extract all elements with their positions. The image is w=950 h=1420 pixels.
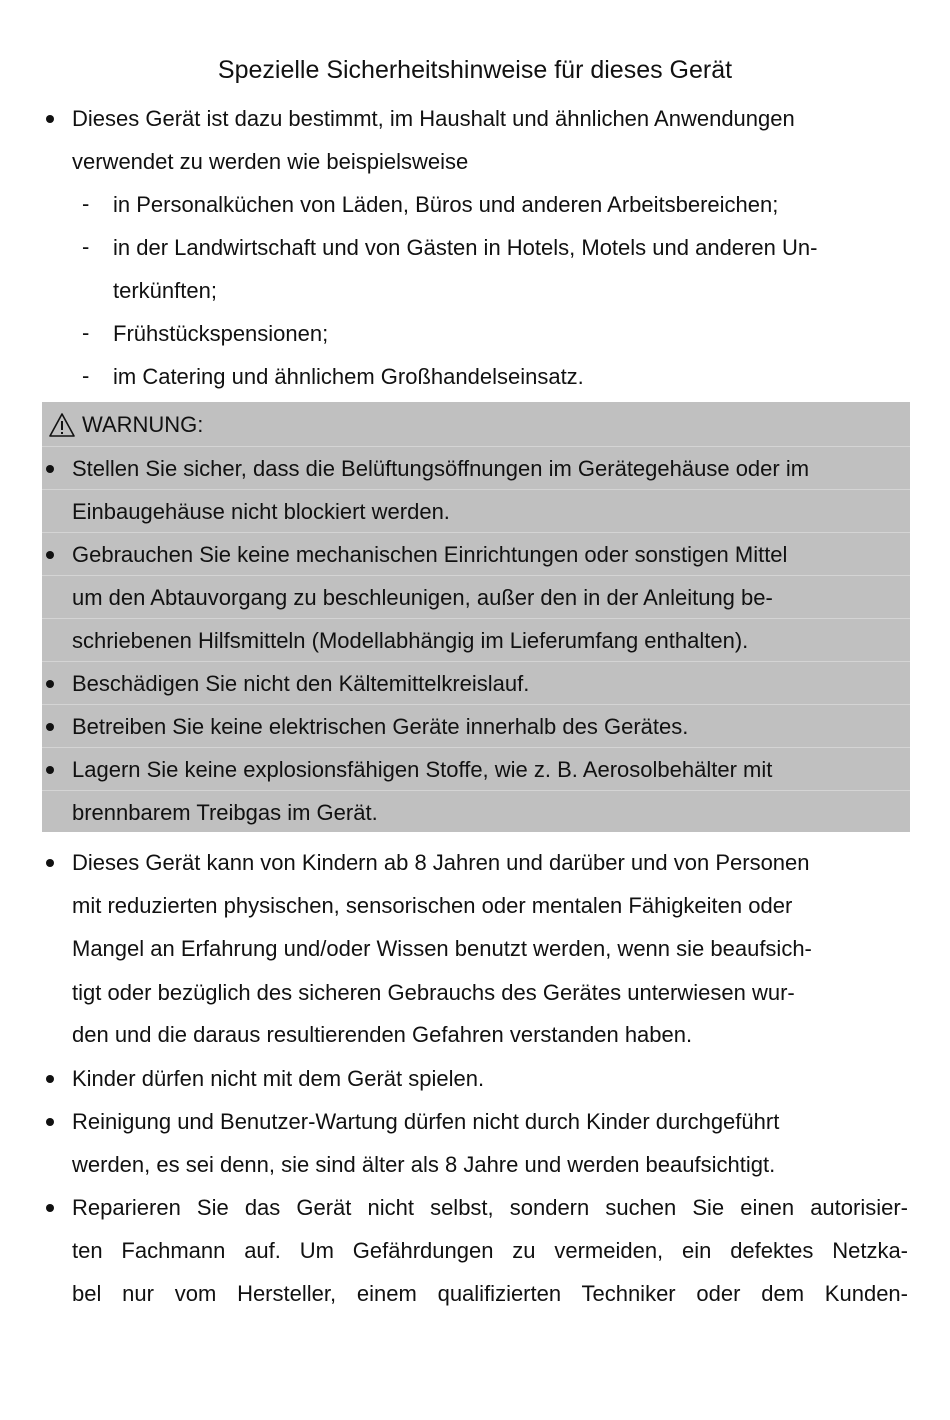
intro-line-2: verwendet zu werden wie beispielsweise (72, 149, 469, 174)
dash-marker: - (82, 191, 90, 216)
warning-line-3: Gebrauchen Sie keine mechanischen Einrichtungen oder sonstigen Mittel (72, 542, 788, 567)
divider (42, 704, 910, 705)
cleaning-line-2: werden, es sei denn, sie sind älter als 8 Jahre und werden beaufsichtigt. (72, 1152, 776, 1177)
bullet (46, 115, 54, 123)
warning-heading (48, 410, 203, 440)
dash-marker: - (82, 234, 90, 259)
text-segment: dürfen nicht durch (397, 1109, 587, 1134)
divider (42, 661, 910, 662)
dash-marker: - (82, 363, 90, 388)
repair-line-1: Reparieren Sie das Gerät nicht selbst, sondern suchen Sie einen autorisier- (72, 1195, 908, 1220)
bullet (46, 859, 54, 867)
warning-triangle-icon (48, 412, 76, 438)
bullet (46, 723, 54, 731)
warning-line-5: schriebenen Hilfsmitteln (Modellabhängig im Lieferumfang enthalten). (72, 628, 749, 653)
emphasis-gebrauch: Gebrauchs des Gerätes (387, 980, 622, 1005)
dash-item-2: in der Landwirtschaft und von Gästen in Hotels, Motels und anderen Un- (113, 235, 818, 260)
divider (42, 446, 910, 447)
text-segment: durchgeführt (649, 1109, 780, 1134)
bullet (46, 766, 54, 774)
emphasis-wartung: Benutzer-Wartung (220, 1109, 398, 1134)
divider (42, 575, 910, 576)
warning-line-4: um den Abtauvorgang zu beschleunigen, außer den in der Anleitung be- (72, 585, 773, 610)
warning-line-9: brennbarem Treibgas im Gerät. (72, 800, 378, 825)
text-segment: ab 8 Jahren und darüber und von Personen (377, 850, 810, 875)
text-segment: Reinigung und (72, 1109, 221, 1134)
divider (42, 618, 910, 619)
warning-line-2: Einbaugehäuse nicht blockiert werden. (72, 499, 450, 524)
divider (42, 790, 910, 791)
repair-line-3: bel nur vom Hersteller, einem qualifizierten Techniker oder dem Kunden- (72, 1281, 908, 1306)
dash-marker: - (82, 320, 90, 345)
children-line-5: den und die daraus resultierenden Gefahren verstanden haben. (72, 1022, 693, 1047)
dash-item-1: in Personalküchen von Läden, Büros und anderen Arbeitsbereichen; (113, 192, 779, 217)
text-segment: tigt oder bezüglich des sicheren (72, 980, 388, 1005)
emphasis-kinder: Kinder (72, 1066, 136, 1091)
warning-line-7: Betreiben Sie keine elektrischen Geräte innerhalb des Gerätes. (72, 714, 689, 739)
dash-item-3: Frühstückspensionen; (113, 321, 329, 346)
warning-label: WARNUNG: (82, 412, 204, 437)
bullet (46, 1075, 54, 1083)
text-segment: unterwiesen wur- (621, 980, 795, 1005)
children-line-1 (72, 850, 810, 876)
bullet (46, 1204, 54, 1212)
children-line-4 (72, 980, 795, 1006)
dash-item-4: im Catering und ähnlichem Großhandelseinsatz. (113, 364, 584, 389)
divider (42, 532, 910, 533)
page-title: Spezielle Sicherheitshinweise für dieses Gerät (217, 56, 733, 84)
bullet (46, 680, 54, 688)
divider (42, 747, 910, 748)
emphasis-kinder: Kinder (586, 1109, 650, 1134)
bullet (46, 465, 54, 473)
cleaning-line-1 (72, 1109, 779, 1135)
dash-item-2-cont: terkünften; (113, 278, 217, 303)
intro-line-1: Dieses Gerät ist dazu bestimmt, im Haushalt und ähnlichen Anwendungen (72, 106, 795, 131)
emphasis-kindern: Kindern (301, 850, 378, 875)
children-line-3: Mangel an Erfahrung und/oder Wissen benutzt werden, wenn sie beaufsich- (72, 936, 812, 961)
warning-line-8: Lagern Sie keine explosionsfähigen Stoffe, wie z. B. Aerosolbehälter mit (72, 757, 773, 782)
bullet (46, 551, 54, 559)
text-segment: Dieses Gerät kann von (72, 850, 302, 875)
repair-line-2: ten Fachmann auf. Um Gefährdungen zu vermeiden, ein defektes Netzka- (72, 1238, 908, 1263)
text-segment: dürfen nicht mit dem Gerät spielen. (135, 1066, 485, 1091)
play-line (72, 1066, 484, 1092)
divider (42, 489, 910, 490)
warning-line-1: Stellen Sie sicher, dass die Belüftungsöffnungen im Gerätegehäuse oder im (72, 456, 810, 481)
bullet (46, 1118, 54, 1126)
warning-line-6: Beschädigen Sie nicht den Kältemittelkreislauf. (72, 671, 530, 696)
children-line-2: mit reduzierten physischen, sensorischen oder mentalen Fähigkeiten oder (72, 893, 793, 918)
